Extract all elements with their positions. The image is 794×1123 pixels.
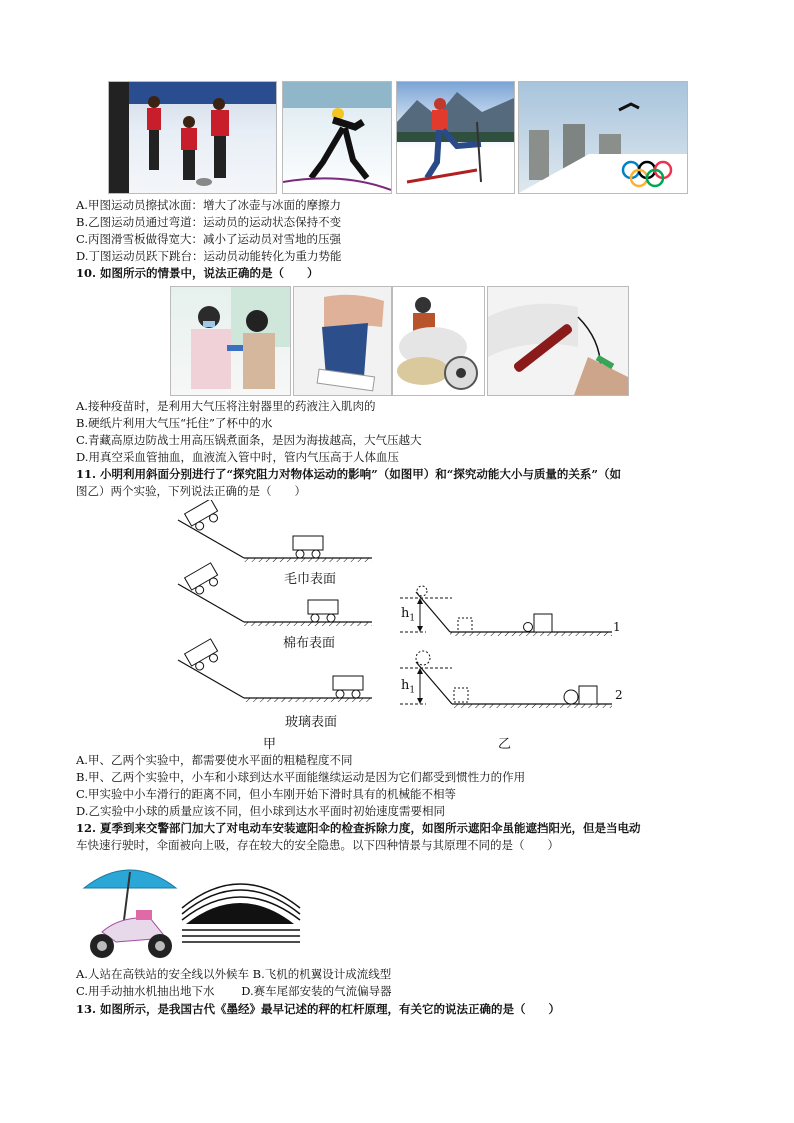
cart-on-surface [308,600,338,622]
figure-label-jia: 甲 [263,737,277,752]
q12-stem-line2: 车快速行驶时，伞面被向上吸，存在较大的安全隐患。以下四种情景与其原理不同的是（ ） [76,838,559,852]
q10-option-d: D.用真空采血管抽血，血液流入管中时，管内气压高于人体血压 [76,450,399,464]
pressure-cooker-photo [392,286,485,396]
blood-draw-scene [488,287,628,395]
row-label-1: 1 [613,620,621,634]
ramp-row-1 [400,586,612,636]
surface-label-cotton: 棉布表面 [283,636,336,651]
q12-options-row2: C.用手动抽水机抽出地下水 D.赛车尾部安装的气流偏导器 [76,984,392,998]
q11-stem-line1: 11. 小明利用斜面分别进行了“探究阻力对物体运动的影响”（如图甲）和“探究动能大小与质量的关系”（如 [76,467,621,481]
vaccination-photo [170,286,291,396]
q10-option-b: B.硬纸片利用大气压“托住”了杯中的水 [76,416,273,430]
blood-draw-photo [487,286,629,396]
h-subscript: 1 [409,685,416,696]
airfoil-streamlines [180,880,302,950]
q9-option-d: D.丁图运动员跃下跳台：运动员动能转化为重力势能 [76,249,342,263]
surface-label-towel: 毛巾表面 [284,572,337,587]
q9-option-c: C.丙图滑雪板做得宽大：减小了运动员对雪地的压强 [76,232,342,246]
q11-option-d: D.乙实验中小球的质量应该不同，但小球到达水平面时初始速度需要相同 [76,804,445,818]
incline-row-glass [178,639,372,702]
ski-jump-scene [519,82,687,193]
cart-on-surface [293,536,323,558]
incline-row-towel [178,500,372,562]
q9-option-a: A.甲图运动员擦拭冰面：增大了冰壶与冰面的摩擦力 [76,198,341,212]
paper-cup-photo [293,286,392,396]
cart-on-surface [333,676,363,698]
q13-stem: 13. 如图所示，是我国古代《墨经》最早记述的秤的杠杆原理，有关它的说法正确的是（ ） [76,1002,561,1016]
height-label-row1 [401,606,415,624]
cart-on-incline [185,639,222,673]
ramp-row-2 [400,651,612,708]
q12-options-row1: A.人站在高铁站的安全线以外候车 B.飞机的机翼设计成流线型 [76,967,392,981]
incline-row-cotton [178,563,372,626]
curling-photo [108,81,277,194]
vaccination-scene [171,287,290,395]
curling-figures [109,82,276,193]
q10-stem: 10. 如图所示的情景中，说法正确的是（ ） [76,266,319,280]
ski-jump-photo [518,81,688,194]
cart-on-incline [185,563,222,597]
height-label-row2 [401,678,415,696]
figure-label-yi: 乙 [498,737,512,752]
h-subscript: 1 [409,613,416,624]
q11-stem-line2: 图乙）两个实验，下列说法正确的是（ ） [76,484,306,498]
paper-cup-scene [294,287,391,395]
speed-skater [283,82,391,193]
figure-yi [396,582,626,714]
h-symbol: h [401,678,410,693]
figure-jia [172,500,384,720]
skier [397,82,514,193]
scooter-umbrella-illustration [80,858,180,962]
speed-skating-photo [282,81,392,194]
q10-option-a: A.接种疫苗时，是利用大气压将注射器里的药液注入肌肉的 [76,399,376,413]
cart-on-incline [185,500,222,533]
q11-option-a: A.甲、乙两个实验中，都需要使水平面的粗糙程度不同 [76,753,353,767]
q11-option-c: C.甲实验中小车滑行的距离不同，但小车刚开始下滑时具有的机械能不相等 [76,787,457,801]
h-symbol: h [401,606,410,621]
q10-option-c: C.青藏高原边防战士用高压锅煮面条，是因为海拔越高，大气压越大 [76,433,422,447]
q9-option-b: B.乙图运动员通过弯道：运动员的运动状态保持不变 [76,215,342,229]
q12-stem-line1: 12. 夏季到来交警部门加大了对电动车安装遮阳伞的检查拆除力度，如图所示遮阳伞虽能遮挡阳光，但是当电动 [76,821,641,835]
q11-option-b: B.甲、乙两个实验中，小车和小球到达水平面能继续运动是因为它们都受到惯性力的作用 [76,770,526,784]
surface-label-glass: 玻璃表面 [285,715,338,730]
skiing-photo [396,81,515,194]
pressure-cooker-scene [393,287,484,395]
row-label-2: 2 [615,688,623,702]
